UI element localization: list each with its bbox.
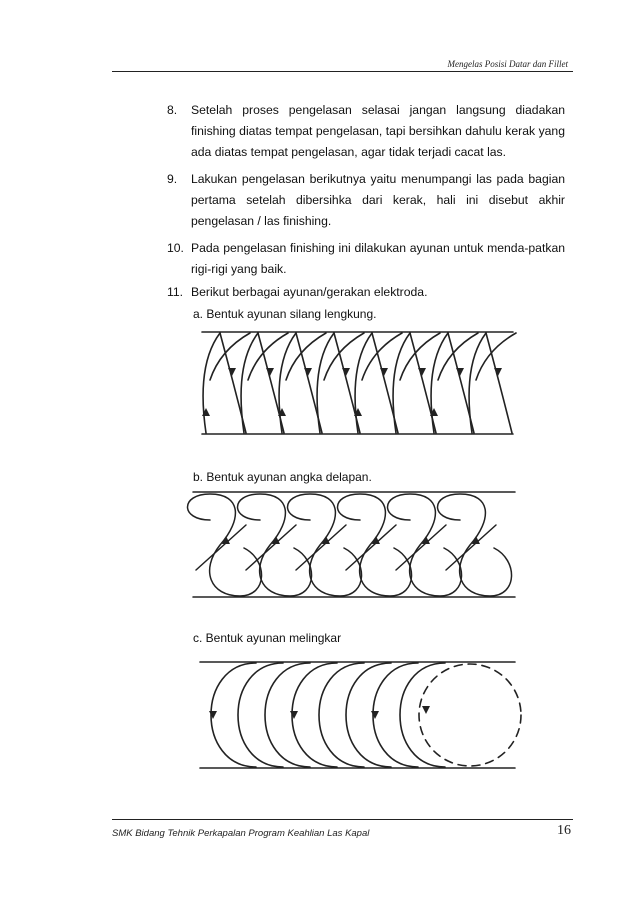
item-text: Berikut berbagai ayunan/gerakan elektroda. — [191, 285, 428, 299]
down-arrow — [422, 706, 430, 714]
subitem-c-caption: c. Bentuk ayunan melingkar — [193, 631, 342, 645]
dashed-circle — [419, 664, 521, 766]
page-number: 16 — [557, 823, 571, 838]
footer-rule — [112, 819, 573, 820]
subitem-b-caption: b. Bentuk ayunan angka delapan. — [193, 470, 372, 484]
item-text: Setelah proses pengelasan selasai jangan langsung diadakan finishing diatas tempat pengelasan, tapi bersihkan dahulu kerak yang ada diatas tempat pengelasan, agar tidak terjadi cacat las. — [191, 103, 565, 159]
circle-arc — [400, 663, 445, 767]
item-number: 11. — [167, 285, 184, 299]
subitem-a-caption: a. Bentuk ayunan silang lengkung. — [193, 307, 377, 321]
item-text: Lakukan pengelasan berikutnya yaitu menumpangi las pada bagian pertama setelah dibersihka dari kerak, hali ini disebut akhir pengelasan / las finishing. — [191, 172, 565, 228]
header-title: Mengelas Posisi Datar dan Fillet — [447, 59, 568, 69]
item-text: Pada pengelasan finishing ini dilakukan ayunan untuk menda-patkan rigi-rigi yang baik. — [191, 241, 565, 276]
item-number: 8. — [167, 103, 178, 117]
footer-text: SMK Bidang Tehnik Perkapalan Program Keahlian Las Kapal — [112, 828, 370, 839]
item-number: 9. — [167, 172, 178, 186]
item-number: 10. — [167, 241, 184, 255]
